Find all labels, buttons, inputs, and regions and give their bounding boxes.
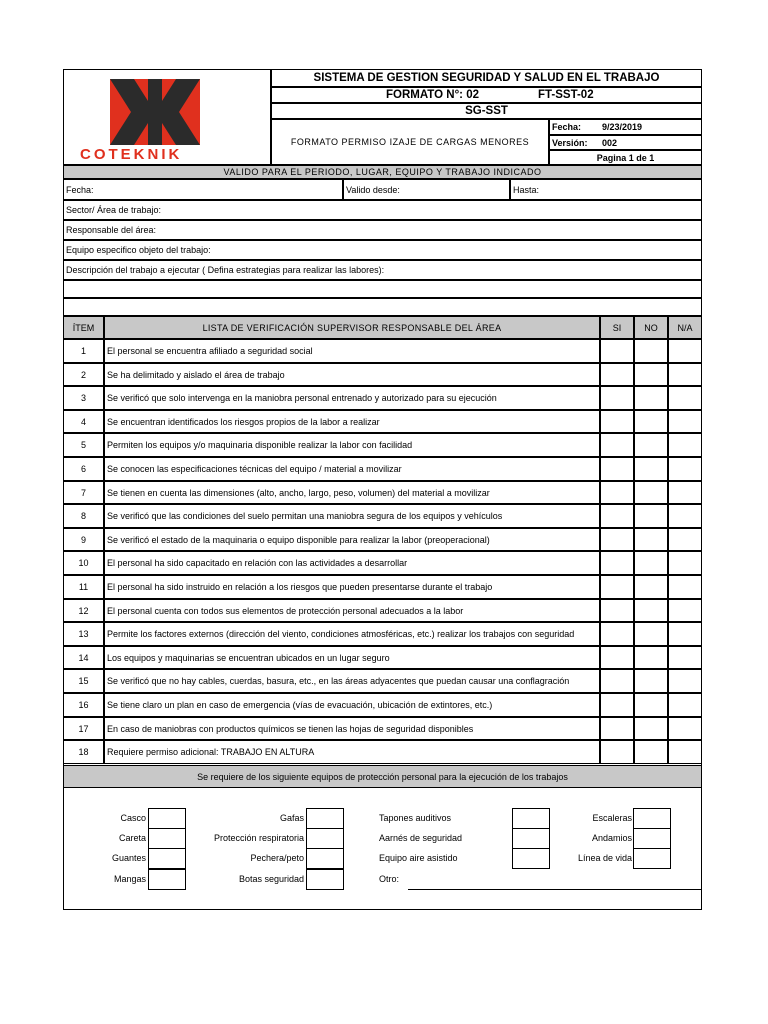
fecha-label: Fecha:	[66, 184, 94, 195]
otro-input-line[interactable]	[408, 889, 702, 890]
checklist-item-text: Se tienen en cuenta las dimensiones (alto, ancho, largo, peso, volumen) del material a movilizar	[104, 481, 600, 504]
checkbox-si[interactable]	[600, 363, 634, 386]
ppe-label: Línea de vida	[577, 853, 632, 863]
checkbox-si[interactable]	[600, 481, 634, 504]
checkbox-no[interactable]	[634, 599, 668, 622]
checkbox-no[interactable]	[634, 693, 668, 717]
checkbox-si[interactable]	[600, 457, 634, 481]
ppe-label: Otro:	[379, 874, 400, 884]
ppe-label: Aarnés de seguridad	[379, 833, 463, 843]
checklist-item-text: El personal cuenta con todos sus elementos de protección personal adecuados a la labor	[104, 599, 600, 622]
validity-banner: VALIDO PARA EL PERIODO, LUGAR, EQUIPO Y TRABAJO INDICADO	[63, 165, 702, 179]
valido-desde-label: Valido desde:	[346, 184, 400, 195]
checkbox-no[interactable]	[634, 669, 668, 693]
ppe-checkbox[interactable]	[306, 869, 344, 890]
checkbox-na[interactable]	[668, 740, 702, 764]
responsable-label: Responsable del área:	[66, 225, 157, 235]
format-label: FORMATO N°: 02	[386, 89, 479, 101]
page-number: Pagina 1 de 1	[549, 150, 702, 165]
checklist-item-text: Requiere permiso adicional: TRABAJO EN ALTURA	[104, 740, 600, 764]
checkbox-si[interactable]	[600, 693, 634, 717]
checklist-item-text: Los equipos y maquinarias se encuentran ubicados en un lugar seguro	[104, 646, 600, 669]
checkbox-no[interactable]	[634, 504, 668, 528]
checklist-item-text: El personal se encuentra afiliado a seguridad social	[104, 339, 600, 363]
checkbox-no[interactable]	[634, 575, 668, 599]
checkbox-si[interactable]	[600, 622, 634, 646]
valido-desde-field[interactable]	[343, 179, 510, 200]
checklist-item-text: Se ha delimitado y aislado el área de trabajo	[104, 363, 600, 386]
ppe-label: Tapones auditivos	[379, 813, 452, 823]
checkbox-na[interactable]	[668, 551, 702, 575]
checkbox-na[interactable]	[668, 457, 702, 481]
ppe-checkbox[interactable]	[512, 848, 550, 869]
checklist-item-text: El personal ha sido instruido en relación a los riesgos que pueden presentarse durante el trabajo	[104, 575, 600, 599]
checkbox-no[interactable]	[634, 646, 668, 669]
checkbox-na[interactable]	[668, 386, 702, 410]
checklist-item-text: Se verificó que no hay cables, cuerdas, basura, etc., en las áreas adyacentes que puedan causar una conflagración	[104, 669, 600, 693]
checkbox-no[interactable]	[634, 457, 668, 481]
version-label: Versión:	[552, 137, 588, 148]
ppe-label: Equipo aire asistido	[379, 853, 458, 863]
checkbox-no[interactable]	[634, 386, 668, 410]
checklist-item-number: 11	[63, 575, 104, 599]
checkbox-na[interactable]	[668, 646, 702, 669]
ppe-label: Protección respiratoria	[213, 833, 304, 843]
fecha-header-value: 9/23/2019	[602, 122, 643, 132]
equipo-label: Equipo especifico objeto del trabajo:	[66, 245, 211, 255]
hasta-field[interactable]	[510, 179, 702, 200]
checklist-item-number: 7	[63, 481, 104, 504]
checkbox-no[interactable]	[634, 528, 668, 551]
descripcion-line-2[interactable]	[63, 298, 702, 316]
checkbox-na[interactable]	[668, 622, 702, 646]
ppe-checkbox[interactable]	[633, 808, 671, 829]
checklist-item-header: ÍTEM	[63, 316, 104, 339]
checkbox-no[interactable]	[634, 363, 668, 386]
checklist-item-number: 16	[63, 693, 104, 717]
checklist-item-text: En caso de maniobras con productos químicos se tienen las hojas de seguridad disponibles	[104, 717, 600, 740]
ppe-checkbox[interactable]	[148, 828, 186, 849]
checkbox-na[interactable]	[668, 693, 702, 717]
checkbox-no[interactable]	[634, 433, 668, 457]
fecha-field[interactable]	[63, 179, 343, 200]
checkbox-si[interactable]	[600, 410, 634, 433]
ppe-label: Escaleras	[592, 813, 632, 823]
ppe-checkbox[interactable]	[148, 869, 186, 890]
checkbox-na[interactable]	[668, 363, 702, 386]
checklist-item-number: 13	[63, 622, 104, 646]
checklist-item-text: Se verificó el estado de la maquinaria o equipo disponible para realizar la labor (preoperacional)	[104, 528, 600, 551]
ppe-checkbox[interactable]	[633, 848, 671, 869]
checklist-na-header: N/A	[668, 316, 702, 339]
responsable-field[interactable]	[63, 220, 702, 240]
checkbox-na[interactable]	[668, 575, 702, 599]
checklist-si-header: SI	[600, 316, 634, 339]
sg-sst-label: SG-SST	[271, 103, 702, 119]
equipo-field[interactable]	[63, 240, 702, 260]
checkbox-no[interactable]	[634, 717, 668, 740]
system-title: SISTEMA DE GESTION SEGURIDAD Y SALUD EN EL TRABAJO	[271, 69, 702, 87]
sector-field[interactable]	[63, 200, 702, 220]
checkbox-no[interactable]	[634, 410, 668, 433]
checkbox-si[interactable]	[600, 717, 634, 740]
checklist-item-text: El personal ha sido capacitado en relación con las actividades a desarrollar	[104, 551, 600, 575]
checkbox-no[interactable]	[634, 339, 668, 363]
ppe-checkbox[interactable]	[306, 808, 344, 829]
ppe-label: Andamios	[591, 833, 632, 843]
document-title: FORMATO PERMISO IZAJE DE CARGAS MENORES	[271, 119, 549, 165]
checkbox-na[interactable]	[668, 481, 702, 504]
checkbox-si[interactable]	[600, 551, 634, 575]
checklist-item-text: Se tiene claro un plan en caso de emergencia (vías de evacuación, ubicación de extintores, etc.)	[104, 693, 600, 717]
ppe-checkbox[interactable]	[306, 828, 344, 849]
version-value: 002	[602, 137, 618, 148]
format-row	[271, 87, 702, 103]
checkbox-si[interactable]	[600, 528, 634, 551]
fecha-header-label: Fecha:	[552, 122, 582, 132]
ppe-label: Mangas	[113, 874, 146, 884]
checkbox-si[interactable]	[600, 433, 634, 457]
checklist-no-header: NO	[634, 316, 668, 339]
checkbox-si[interactable]	[600, 646, 634, 669]
ppe-checkbox[interactable]	[306, 848, 344, 869]
checklist-title-header: LISTA DE VERIFICACIÓN SUPERVISOR RESPONSABLE DEL ÁREA	[104, 316, 600, 339]
ppe-label: Pechera/peto	[250, 853, 304, 863]
checklist-item-number: 15	[63, 669, 104, 693]
checklist-item-text: Se encuentran identificados los riesgos propios de la labor a realizar	[104, 410, 600, 433]
checklist-item-text: Se verificó que solo intervenga en la maniobra personal entrenado y autorizado para su ejecución	[104, 386, 600, 410]
sector-label: Sector/ Área de trabajo:	[66, 205, 162, 215]
ppe-label: Casco	[120, 813, 146, 823]
checklist-item-number: 14	[63, 646, 104, 669]
checklist-item-number: 4	[63, 410, 104, 433]
checkbox-na[interactable]	[668, 599, 702, 622]
ppe-label: Botas seguridad	[238, 874, 304, 884]
checkbox-na[interactable]	[668, 339, 702, 363]
descripcion-label: Descripción del trabajo a ejecutar ( Defina estrategias para realizar las labores):	[66, 265, 385, 275]
hasta-label: Hasta:	[513, 184, 540, 195]
checklist-item-number: 3	[63, 386, 104, 410]
descripcion-field[interactable]	[63, 260, 702, 280]
checkbox-si[interactable]	[600, 339, 634, 363]
checklist-item-text: Permite los factores externos (dirección del viento, condiciones atmosféricas, etc.) realizar los trabajos con seguridad	[104, 622, 600, 646]
ppe-label: Gafas	[279, 813, 304, 823]
checkbox-si[interactable]	[600, 599, 634, 622]
logo-box	[63, 69, 271, 165]
checklist-item-number: 17	[63, 717, 104, 740]
checklist-item-number: 1	[63, 339, 104, 363]
checklist-item-text: Se conocen las especificaciones técnicas del equipo / material a movilizar	[104, 457, 600, 481]
fecha-row	[549, 119, 702, 135]
checklist-item-number: 9	[63, 528, 104, 551]
logo-text: COTEKNIK	[80, 146, 183, 163]
checkbox-na[interactable]	[668, 433, 702, 457]
checklist-item-text: Se verificó que las condiciones del suelo permitan una maniobra segura de los equipos y vehículos	[104, 504, 600, 528]
ppe-checkbox[interactable]	[148, 848, 186, 869]
checkbox-si[interactable]	[600, 504, 634, 528]
checkbox-si[interactable]	[600, 575, 634, 599]
ppe-label: Guantes	[111, 853, 146, 863]
checkbox-si[interactable]	[600, 386, 634, 410]
checkbox-na[interactable]	[668, 717, 702, 740]
checkbox-si[interactable]	[600, 740, 634, 764]
checkbox-no[interactable]	[634, 551, 668, 575]
ppe-checkbox[interactable]	[148, 808, 186, 829]
checkbox-na[interactable]	[668, 504, 702, 528]
checkbox-na[interactable]	[668, 669, 702, 693]
ppe-checkbox[interactable]	[633, 828, 671, 849]
checklist-item-number: 8	[63, 504, 104, 528]
checklist-item-number: 12	[63, 599, 104, 622]
checklist-item-number: 6	[63, 457, 104, 481]
checkbox-no[interactable]	[634, 622, 668, 646]
checkbox-na[interactable]	[668, 410, 702, 433]
checklist-item-number: 10	[63, 551, 104, 575]
checklist-item-number: 5	[63, 433, 104, 457]
checklist-item-number: 18	[63, 740, 104, 764]
format-code: FT-SST-02	[538, 89, 594, 101]
checklist-item-number: 2	[63, 363, 104, 386]
checklist-item-text: Permiten los equipos y/o maquinaria disponible realizar la labor con facilidad	[104, 433, 600, 457]
version-row	[549, 135, 702, 150]
ppe-checkbox[interactable]	[512, 808, 550, 829]
checkbox-no[interactable]	[634, 740, 668, 764]
ppe-banner: Se requiere de los siguiente equipos de protección personal para la ejecución de los trabajos	[63, 765, 702, 788]
checkbox-si[interactable]	[600, 669, 634, 693]
ppe-label: Careta	[118, 833, 146, 843]
checkbox-na[interactable]	[668, 528, 702, 551]
ppe-checkbox[interactable]	[512, 828, 550, 849]
checkbox-no[interactable]	[634, 481, 668, 504]
descripcion-line-1[interactable]	[63, 280, 702, 298]
